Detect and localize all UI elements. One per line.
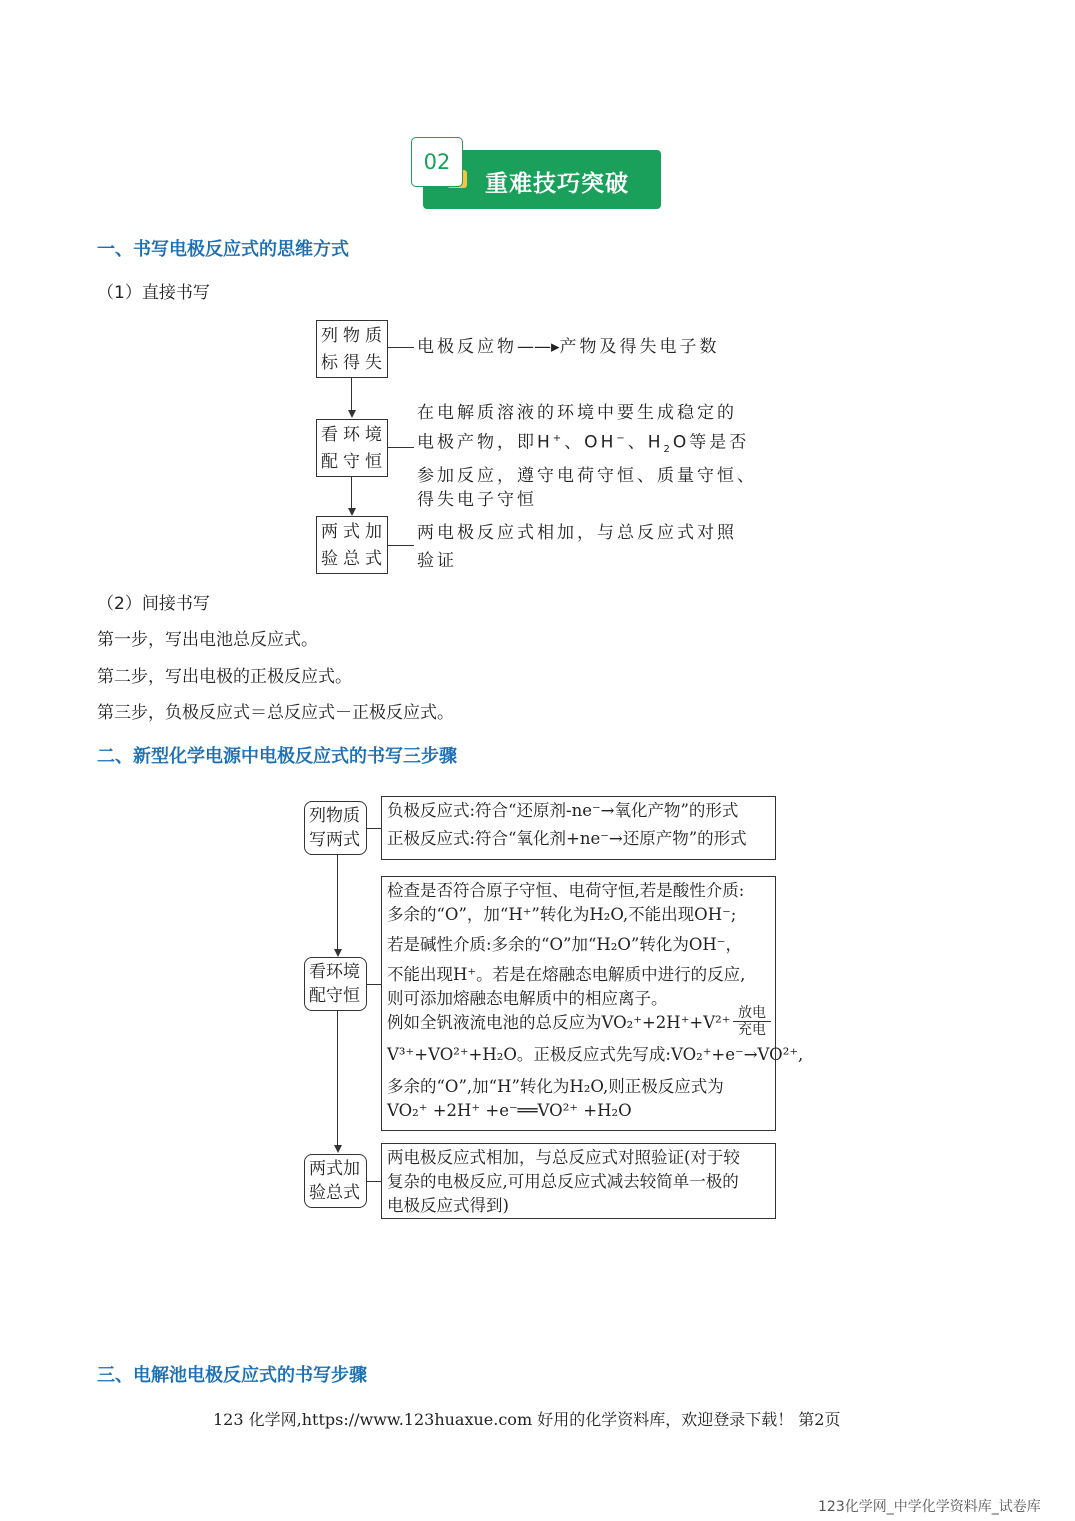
box3-line: 两电极反应式相加，与总反应式对照验证(对于较 <box>387 1148 740 1167</box>
flow1-vline1 <box>351 378 352 412</box>
banner-number-badge: 02 <box>411 137 463 187</box>
flow1-box1: 列物质 标得失 <box>316 320 388 378</box>
box2-line: 多余的“O”,加“H”转化为H₂O,则正极反应式为 <box>387 1077 724 1096</box>
flow1-text2: 在电解质溶液的环境中要生成稳定的 电极产物，即H+、OH−、$H_2O$等是否 参加反应，遵守电荷守恒、质量守恒、 得失电子守恒 <box>417 403 757 511</box>
step3: 第三步，负极反应式＝总反应式－正极反应式。 <box>97 703 454 723</box>
flow2-left-box3: 两式加 验总式 <box>304 1154 367 1208</box>
flow2-box2 <box>381 876 804 1131</box>
step2: 第二步，写出电极的正极反应式。 <box>97 667 352 687</box>
box2-line: 不能出现H⁺。若是在熔融态电解质中进行的反应, <box>387 965 746 984</box>
box2-line: 检查是否符合原子守恒、电荷守恒,若是酸性介质: <box>387 881 745 900</box>
flow2-box1: 负极反应式:符合“还原剂-ne⁻→氧化产物”的形式 正极反应式:符合“氧化剂+ne⁻→还原产物”的形式 <box>381 796 776 860</box>
flow1-box3: 两式加 验总式 <box>316 516 388 574</box>
section1-sub2: （2）间接书写 <box>97 594 210 614</box>
flow1-connector3 <box>388 545 414 546</box>
flow2-connector2 <box>367 984 381 985</box>
section3-heading: 三、电解池电极反应式的书写步骤 <box>97 1365 367 1386</box>
section2-heading: 二、新型化学电源中电极反应式的书写三步骤 <box>97 746 457 767</box>
box3-line: 电极反应式得到) <box>387 1196 509 1215</box>
section1-heading: 一、书写电极反应式的思维方式 <box>97 239 349 260</box>
box2-line: 例如全钒液流电池的总反应为VO₂⁺+2H⁺+V²⁺ 放电 充电 <box>387 1011 771 1035</box>
flow2-left-box2: 看环境 配守恒 <box>304 957 367 1011</box>
box2-line: 则可添加熔融态电解质中的相应离子。 <box>387 989 668 1008</box>
banner-title: 重难技巧突破 <box>485 171 629 197</box>
page-footer: 123 化学网,https://www.123huaxue.com 好用的化学资料库，欢迎登录下载！ 第2页 <box>213 1410 841 1429</box>
box2-line: 多余的“O”，加“H⁺”转化为H₂O,不能出现OH⁻; <box>387 905 737 924</box>
flow1-box2: 看环境 配守恒 <box>316 419 388 477</box>
reversible-arrow: 放电 充电 <box>733 1005 771 1038</box>
flow2-vline2 <box>337 1011 338 1147</box>
box2-line: 若是碱性介质:多余的“O”加“H₂O”转化为OH⁻， <box>387 935 742 954</box>
box3-line: 复杂的电极反应,可用总反应式减去较简单一极的 <box>387 1172 739 1191</box>
flow2-connector1 <box>367 828 381 829</box>
flow1-arrow2 <box>348 508 356 516</box>
flow2-arrow1 <box>334 949 342 957</box>
box2-line: V³⁺+VO²⁺+H₂O。正极反应式先写成:VO₂⁺+e⁻→VO²⁺, <box>387 1045 804 1064</box>
step1: 第一步，写出电池总反应式。 <box>97 630 318 650</box>
flow1-arrow1 <box>348 410 356 418</box>
flow1-vline2 <box>351 477 352 510</box>
flow2-arrow2 <box>334 1145 342 1153</box>
flow2-box3 <box>381 1143 776 1219</box>
flow1-connector2 <box>388 447 414 448</box>
flow2-left-box1: 列物质 写两式 <box>304 801 367 855</box>
watermark: 123化学网_中学化学资料库_试卷库 <box>818 1499 1041 1515</box>
box2-line: VO₂⁺ +2H⁺ +e⁻══VO²⁺ +H₂O <box>387 1101 632 1120</box>
flow2-connector3 <box>367 1181 381 1182</box>
flow1-connector1 <box>388 347 414 348</box>
flow1-text3: 两电极反应式相加，与总反应式对照 验证 <box>417 523 737 571</box>
section1-sub1: （1）直接书写 <box>97 283 210 303</box>
flow1-text1: 电极反应物——▸产物及得失电子数 <box>417 337 720 357</box>
flow2-vline1 <box>337 855 338 951</box>
